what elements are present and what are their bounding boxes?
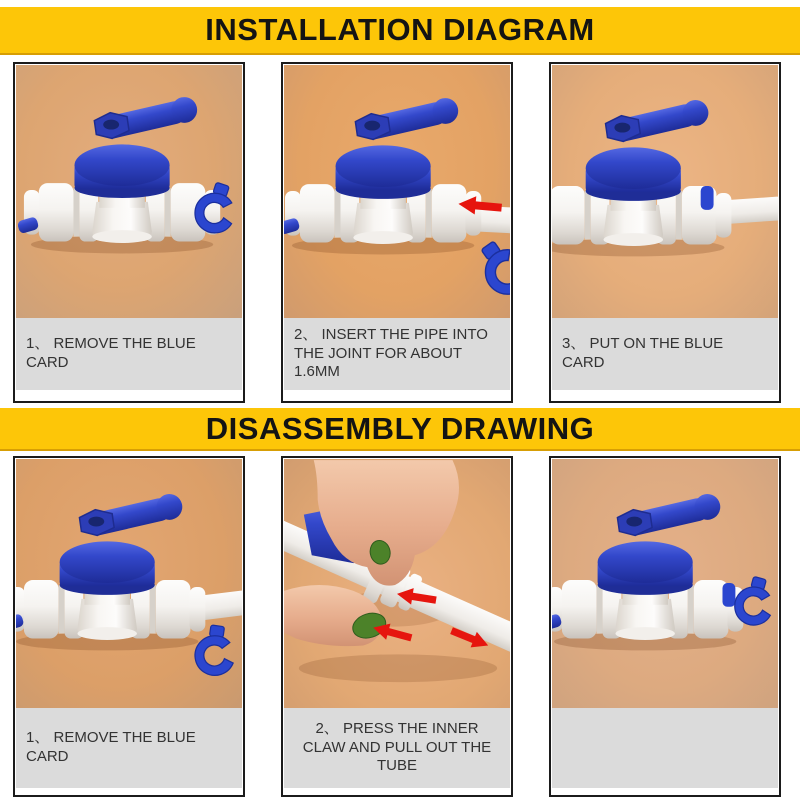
step-photo-pipe-clip-removed: [16, 459, 242, 708]
step-caption: 3、 PUT ON THE BLUE CARD: [552, 318, 778, 390]
step-photo-pipe-inserted: [284, 65, 510, 318]
blue-card-ring-illustration: [722, 583, 735, 607]
blue-card-ring-illustration: [701, 186, 714, 210]
valve-illustration: [17, 95, 220, 254]
valve-illustration: [16, 491, 205, 650]
installation-section-title: INSTALLATION DIAGRAM: [0, 7, 800, 55]
step-photo-valve-clip-beside: [552, 459, 778, 708]
valve-pipe-clip-removed-illustration: [16, 459, 242, 708]
step-photo-cards-installed: [552, 65, 778, 318]
valve-illustration: [552, 97, 731, 256]
step-caption: 2、 PRESS THE INNER CLAW AND PULL OUT THE TUBE: [284, 708, 510, 788]
step-photo-valve-clip-removed: [16, 65, 242, 318]
shadow: [299, 654, 497, 682]
valve-clip-removed-illustration: [16, 65, 242, 318]
valve-illustration: [552, 491, 743, 650]
step-panel-disassembly-3: [549, 456, 781, 797]
step-panel-install-1: [13, 62, 245, 403]
step-panel-install-3: [549, 62, 781, 403]
hand-press-claw-illustration: [284, 459, 510, 708]
valve-illustration: [284, 96, 481, 255]
step-panel-disassembly-1: [13, 456, 245, 797]
valve-cards-installed-illustration: [552, 65, 778, 318]
step-caption: [552, 708, 778, 788]
disassembly-steps-row: [13, 456, 781, 797]
step-panel-disassembly-2: [281, 456, 513, 797]
disassembly-section-title: DISASSEMBLY DRAWING: [0, 408, 800, 451]
step-caption: 2、 INSERT THE PIPE INTO THE JOINT FOR ABOUT 1.6MM: [284, 318, 510, 390]
installation-steps-row: [13, 62, 781, 403]
pipe-insert-illustration: [284, 65, 510, 318]
valve-clip-beside-illustration: [552, 459, 778, 708]
step-caption: 1、 REMOVE THE BLUE CARD: [16, 318, 242, 390]
step-panel-install-2: [281, 62, 513, 403]
step-caption: 1、 REMOVE THE BLUE CARD: [16, 708, 242, 788]
blue-clip-illustration: [470, 232, 510, 303]
step-photo-press-claw: [284, 459, 510, 708]
